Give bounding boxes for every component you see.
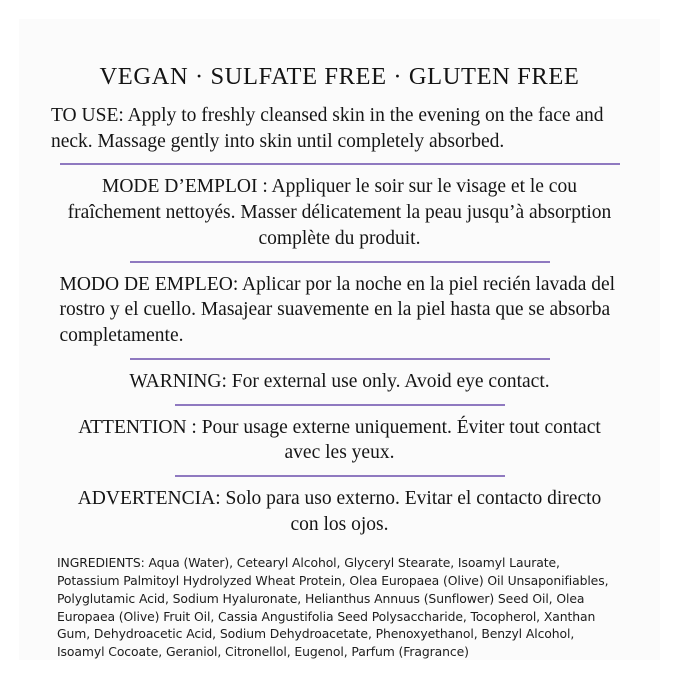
label-content (19, 19, 660, 660)
ingredients-list: INGREDIENTS: Aqua (Water), Cetearyl Alcohol, Glyceryl Stearate, Isoamyl Laurate, Potassium Palmitoyl Hydrolyzed Wheat Protein, Olea Europaea (Olive) Oil Unsaponifiables, Polyglutamic Acid, Sodium Hyaluronate, Helianthus Annuus (Sunflower) Seed Oil, Olea Europaea (Olive) Fruit Oil, Cassia Angustifolia Seed Polysaccharide, Tocopherol, Xanthan Gum, Dehydroacetic Acid, Sodium Dehydroacetate, Phenoxyethanol, Benzyl Alcohol, Isoamyl Cocoate, Geraniol, Citronellol, Eugenol, Parfum (Fragrance) (57, 554, 609, 660)
section-warning: WARNING: For external use only. Avoid eye contact. (129, 370, 550, 392)
section-attention: ATTENTION : Pour usage externe uniquement. Éviter tout contact avec les yeux. (78, 416, 601, 464)
product-label-panel (19, 19, 660, 660)
section-mode-demploi: MODE D’EMPLOI : Appliquer le soir sur le visage et le cou fraîchement nettoyés. Masser délicatement la peau jusqu’à absorption complète du produit. (67, 176, 612, 249)
divider-5 (175, 475, 505, 477)
section-advertencia: ADVERTENCIA: Solo para uso externo. Evitar el contacto directo con los ojos. (77, 488, 602, 535)
divider-3 (130, 358, 550, 360)
section-to-use: TO USE: Apply to freshly cleansed skin in the evening on the face and neck. Massage gently into skin until completely absorbed. (51, 105, 604, 152)
section-modo-de-empleo: MODO DE EMPLEO: Aplicar por la noche en la piel recién lavada del rostro y el cuello. Masajear suavemente en la piel hasta que se absorba completamente. (59, 273, 616, 347)
divider-4 (175, 404, 505, 406)
label-headline: VEGAN · SULFATE FREE · GLUTEN FREE (99, 63, 580, 90)
divider-2 (130, 261, 550, 263)
divider-1 (60, 163, 620, 165)
